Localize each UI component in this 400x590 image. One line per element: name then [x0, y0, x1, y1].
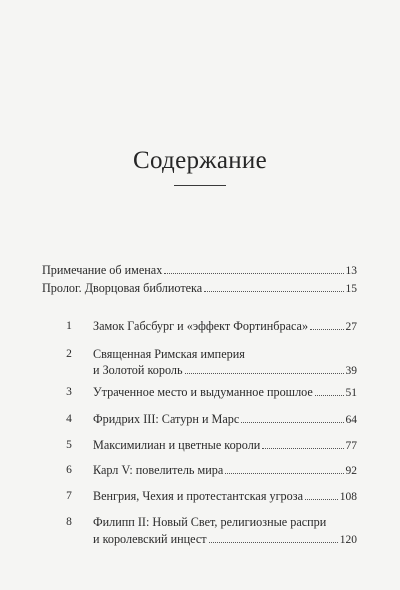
- toc-entry-text-line1: Священная Римская империя: [93, 347, 245, 361]
- toc-entry-text: Пролог. Дворцовая библиотека: [42, 281, 203, 295]
- chapter-number: 2: [66, 348, 72, 360]
- dot-leader: [310, 329, 343, 330]
- toc-entry-chapter-1[interactable]: [93, 318, 357, 335]
- toc-page-number: 13: [345, 265, 357, 277]
- toc-page-number: 39: [345, 365, 357, 377]
- toc-entry-text: и королевский инцест: [93, 532, 207, 546]
- chapter-number: 5: [66, 439, 72, 451]
- chapter-number: 1: [66, 320, 72, 332]
- toc-entry-text: Максимилиан и цветные короли: [93, 438, 261, 452]
- toc-entry-chapter-7[interactable]: [93, 488, 357, 505]
- chapter-number: 3: [66, 386, 72, 398]
- toc-page-number: 77: [345, 440, 357, 452]
- toc-entry-text: и Золотой король: [93, 363, 183, 377]
- toc-entry-text: Замок Габсбург и «эффект Фортинбраса»: [93, 319, 309, 333]
- toc-page-number: 108: [339, 491, 357, 503]
- toc-entry-text: Карл V: повелитель мира: [93, 463, 224, 477]
- dot-leader: [185, 373, 344, 374]
- toc-entry-chapter-6[interactable]: [93, 462, 357, 479]
- toc-page-number: 51: [345, 387, 357, 399]
- toc-entry-chapter-3[interactable]: [93, 384, 357, 401]
- toc-entry-chapter-2[interactable]: [93, 362, 357, 379]
- toc-page-number: 120: [339, 534, 357, 546]
- toc-page-number: 15: [345, 283, 357, 295]
- chapter-number: 8: [66, 516, 72, 528]
- toc-entry-notes[interactable]: [42, 262, 357, 279]
- chapter-number: 4: [66, 413, 72, 425]
- chapter-number: 6: [66, 464, 72, 476]
- dot-leader: [262, 448, 343, 449]
- dot-leader: [164, 273, 343, 274]
- toc-entry-text: Венгрия, Чехия и протестантская угроза: [93, 489, 303, 503]
- dot-leader: [241, 422, 343, 423]
- dot-leader: [225, 473, 343, 474]
- toc-entry-text: Примечание об именах: [42, 263, 163, 277]
- dot-leader: [209, 542, 338, 543]
- chapter-number: 7: [66, 490, 72, 502]
- page-title: Содержание: [133, 147, 267, 174]
- dot-leader: [315, 395, 344, 396]
- toc-page-number: 27: [345, 321, 357, 333]
- toc-entry-chapter-8[interactable]: [93, 531, 357, 548]
- toc-entry-text: Фридрих III: Сатурн и Марс: [93, 412, 240, 426]
- dot-leader: [204, 291, 343, 292]
- toc-entry-text-line1: Филипп II: Новый Свет, религиозные распри: [93, 515, 327, 529]
- toc-entry-chapter-4[interactable]: [93, 411, 357, 428]
- toc-entry-text: Утраченное место и выдуманное прошлое: [93, 385, 313, 399]
- title-divider: [174, 185, 226, 186]
- toc-entry-chapter-5[interactable]: [93, 437, 357, 454]
- toc-page-number: 64: [345, 414, 357, 426]
- dot-leader: [305, 499, 338, 500]
- toc-entry-prologue[interactable]: [42, 280, 357, 297]
- toc-page-number: 92: [345, 465, 357, 477]
